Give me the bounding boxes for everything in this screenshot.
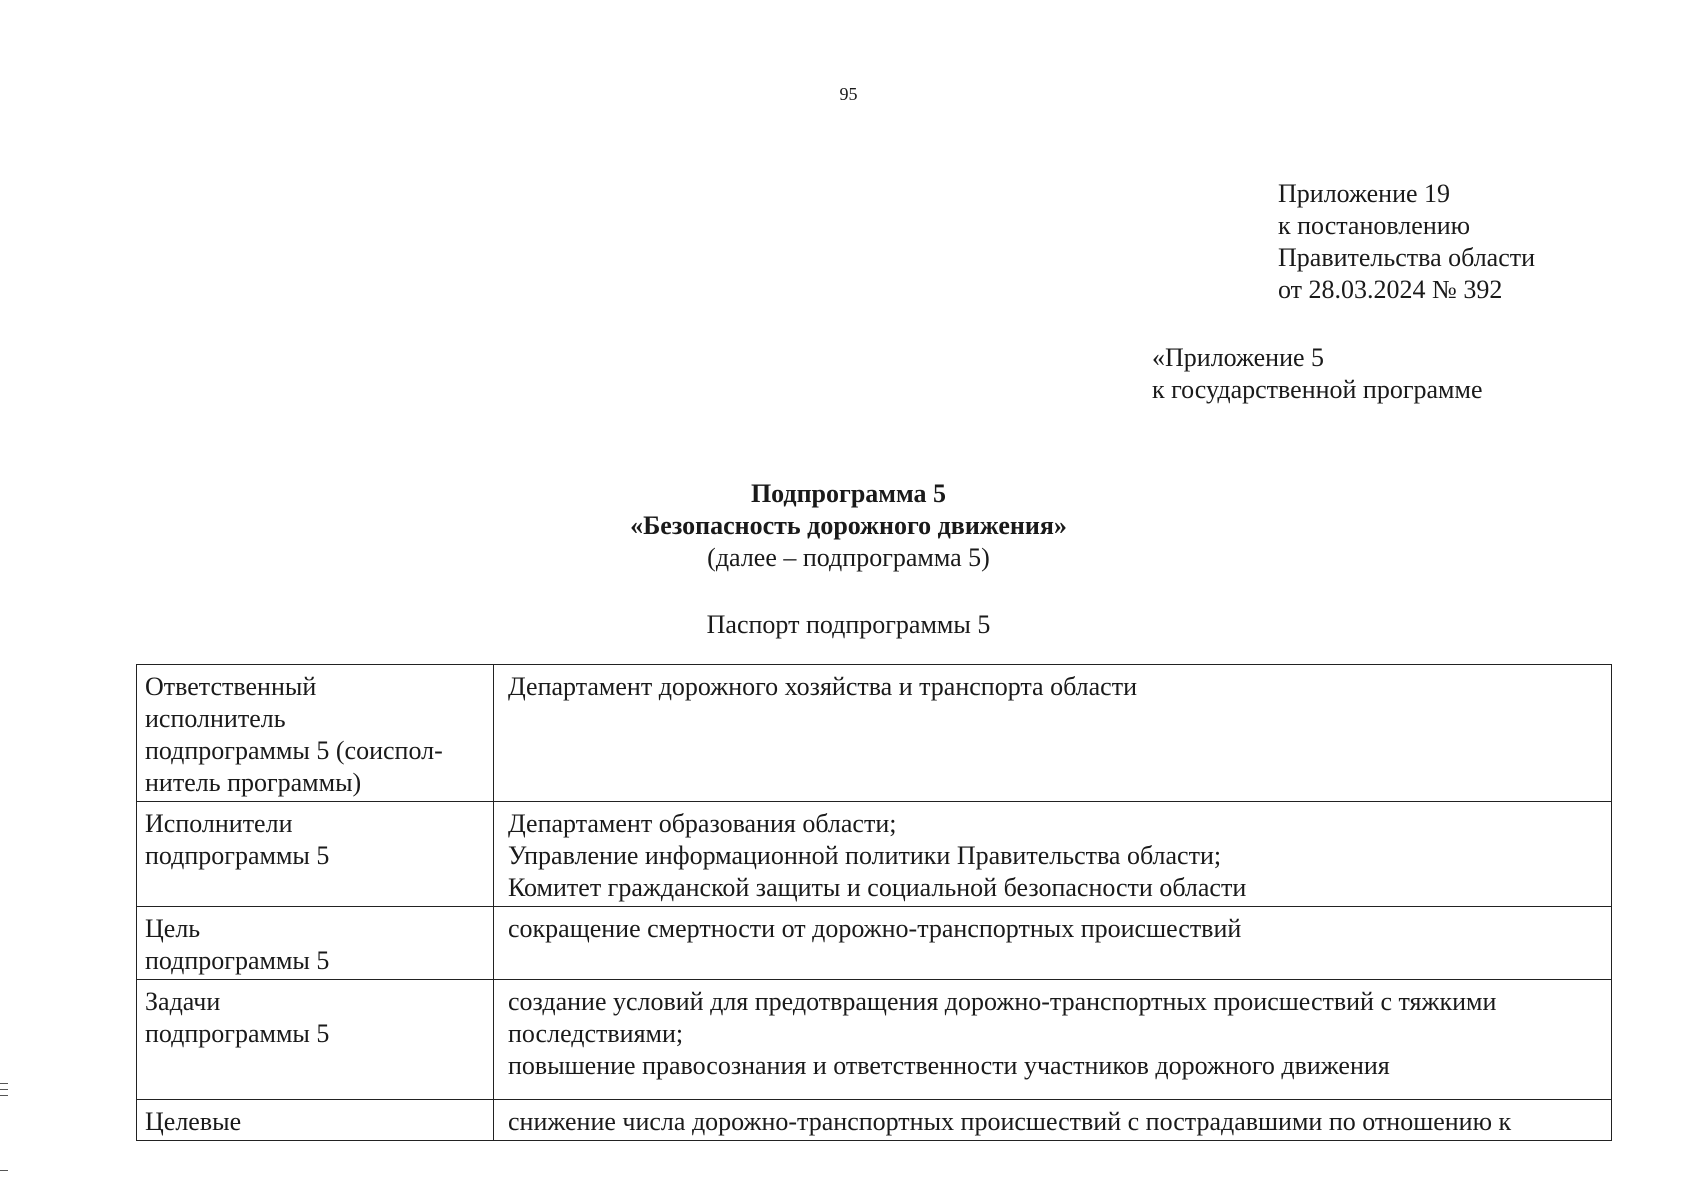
appendix-header	[1278, 178, 1535, 306]
label-line: подпрограммы 5	[145, 1019, 330, 1048]
subprogram-title	[0, 478, 1697, 574]
scan-edge-mark	[0, 1089, 8, 1090]
label-line: подпрограммы 5	[145, 946, 330, 975]
row-label	[137, 980, 494, 1100]
table-row	[137, 907, 1612, 980]
appendix-line: к постановлению	[1278, 211, 1471, 240]
value-line: Управление информационной политики Правительства области;	[508, 841, 1222, 870]
label-line: подпрограммы 5	[145, 841, 330, 870]
title-note: (далее – подпрограмма 5)	[707, 543, 990, 572]
row-label	[137, 665, 494, 802]
label-line: Исполнители	[145, 809, 293, 838]
row-label	[137, 907, 494, 980]
label-line: Целевые	[145, 1107, 242, 1136]
scan-edge-mark	[0, 1170, 8, 1171]
value-line: Департамент дорожного хозяйства и транспорта области	[508, 672, 1137, 701]
value-line: Комитет гражданской защиты и социальной безопасности области	[508, 873, 1247, 902]
row-value	[494, 802, 1612, 907]
label-line: Цель	[145, 914, 201, 943]
appendix-line: Правительства области	[1278, 243, 1536, 272]
label-line: исполнитель	[145, 704, 286, 733]
value-line: повышение правосознания и ответственности участников дорожного движения	[508, 1051, 1390, 1080]
label-line: нитель программы)	[145, 768, 362, 797]
label-line: подпрограммы 5 (соиспол-	[145, 736, 443, 765]
row-value	[494, 665, 1612, 802]
scan-edge-mark	[0, 1095, 8, 1096]
passport-caption: Паспорт подпрограммы 5	[706, 610, 991, 639]
table-row	[137, 1100, 1612, 1141]
passport-table	[136, 664, 1612, 1141]
row-value	[494, 980, 1612, 1100]
row-value	[494, 907, 1612, 980]
scan-edge-mark	[0, 1083, 8, 1084]
appendix-line: «Приложение 5	[1152, 343, 1325, 372]
value-line: снижение числа дорожно-транспортных происшествий с пострадавшими по отношению к	[508, 1107, 1512, 1136]
value-line: сокращение смертности от дорожно-транспортных происшествий	[508, 914, 1242, 943]
appendix-line: от 28.03.2024 № 392	[1278, 275, 1503, 304]
value-line: Департамент образования области;	[508, 809, 897, 838]
title-line: Подпрограмма 5	[750, 479, 947, 508]
table-row	[137, 980, 1612, 1100]
row-label	[137, 1100, 494, 1141]
table-row	[137, 665, 1612, 802]
program-appendix-header	[1152, 342, 1483, 406]
label-line: Задачи	[145, 987, 221, 1016]
value-line: создание условий для предотвращения дорожно-транспортных происшествий с тяжкими последствиями;	[508, 987, 1497, 1048]
page-number: 95	[839, 84, 858, 104]
row-value	[494, 1100, 1612, 1141]
appendix-line: Приложение 19	[1278, 179, 1451, 208]
title-line: «Безопасность дорожного движения»	[630, 511, 1067, 540]
appendix-line: к государственной программе	[1152, 375, 1483, 404]
table-row	[137, 802, 1612, 907]
row-label	[137, 802, 494, 907]
label-line: Ответственный	[145, 672, 317, 701]
